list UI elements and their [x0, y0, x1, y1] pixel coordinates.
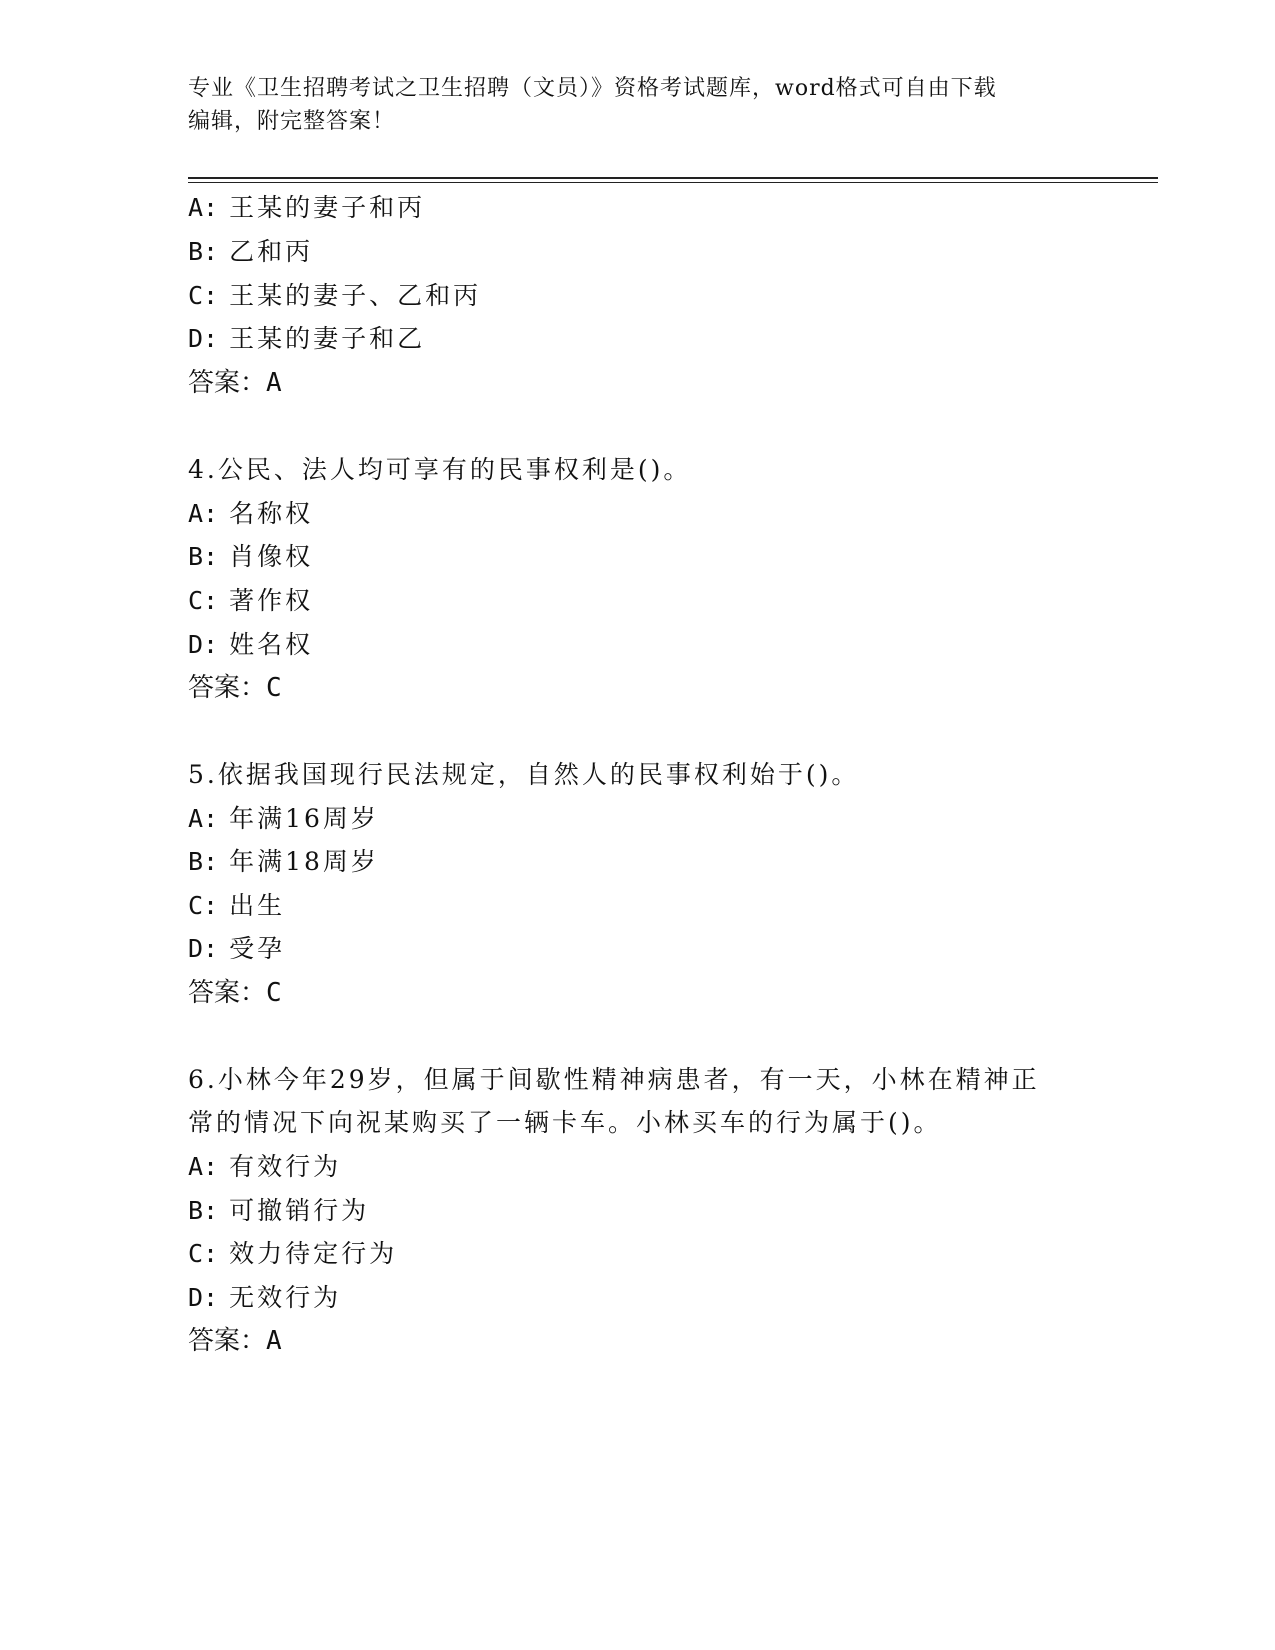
q3-answer: 答案：A	[188, 368, 282, 398]
q5-stem: 5.依据我国现行民法规定，自然人的民事权利始于()。	[188, 760, 860, 789]
q3-option-c: C: 王某的妻子、乙和丙	[188, 281, 482, 310]
q4-answer: 答案：C	[188, 673, 282, 703]
q4-option-a: A: 名称权	[188, 499, 314, 528]
q6-stem-line-1: 6.小林今年29岁，但属于间歇性精神病患者，有一天，小林在精神正	[188, 1065, 1040, 1094]
q5-option-b: B: 年满18周岁	[188, 847, 379, 876]
document-header	[188, 72, 1088, 138]
q5-answer: 答案：C	[188, 978, 282, 1008]
header-divider-thin	[188, 182, 1158, 183]
q5-option-a: A: 年满16周岁	[188, 804, 379, 833]
q4-option-b: B: 肖像权	[188, 542, 314, 571]
q5-option-c: C: 出生	[188, 891, 286, 920]
header-line-1: 专业《卫生招聘考试之卫生招聘（文员）》资格考试题库，word格式可自由下载	[188, 76, 997, 101]
q6-option-a: A: 有效行为	[188, 1152, 342, 1181]
q6-option-d: D: 无效行为	[188, 1283, 342, 1312]
header-line-2: 编辑，附完整答案！	[188, 109, 396, 134]
header-divider-thick	[188, 177, 1158, 179]
q6-stem-line-2: 常的情况下向祝某购买了一辆卡车。小林买车的行为属于()。	[188, 1108, 942, 1137]
q4-stem: 4.公民、法人均可享有的民事权利是()。	[188, 455, 692, 484]
q6-answer: 答案：A	[188, 1326, 282, 1356]
q3-option-a: A: 王某的妻子和丙	[188, 193, 426, 222]
q6-option-b: B: 可撤销行为	[188, 1196, 370, 1225]
q3-option-b: B: 乙和丙	[188, 237, 314, 266]
q4-option-c: C: 著作权	[188, 586, 314, 615]
q3-option-d: D: 王某的妻子和乙	[188, 324, 426, 353]
q4-option-d: D: 姓名权	[188, 630, 314, 659]
q6-option-c: C: 效力待定行为	[188, 1239, 398, 1268]
q5-option-d: D: 受孕	[188, 934, 286, 963]
